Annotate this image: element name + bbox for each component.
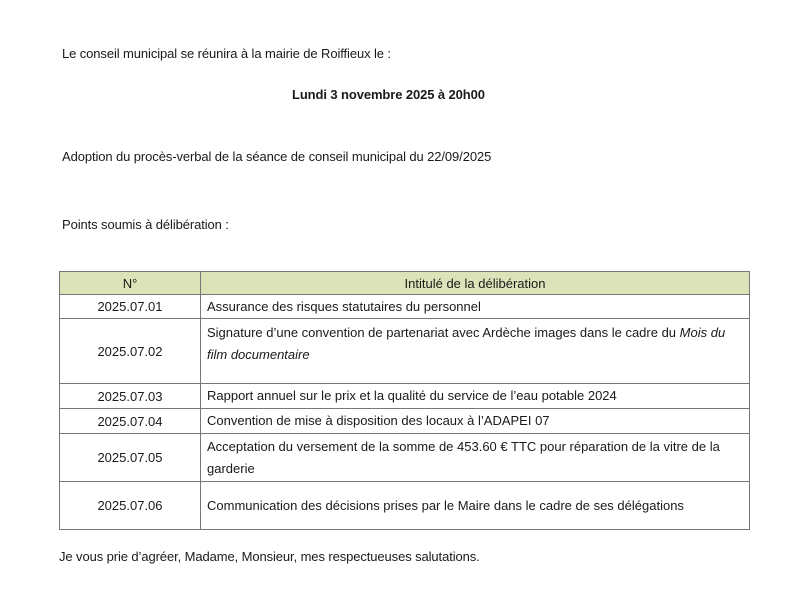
intro-text: Le conseil municipal se réunira à la mairie de Roiffieux le :: [62, 46, 391, 61]
row-number: 2025.07.01: [60, 295, 201, 319]
row-title-text: Signature d’une convention de partenariat avec Ardèche images dans le cadre du: [207, 325, 680, 340]
row-number: 2025.07.05: [60, 434, 201, 482]
meeting-date: Lundi 3 novembre 2025 à 20h00: [292, 87, 485, 102]
table-row: [60, 482, 750, 530]
deliberation-table: [59, 271, 750, 530]
table-row: [60, 409, 750, 434]
table-header-row: [60, 272, 750, 295]
row-title: [201, 319, 750, 384]
table-row: [60, 319, 750, 384]
row-number: 2025.07.06: [60, 482, 201, 530]
row-title: Convention de mise à disposition des locaux à l’ADAPEI 07: [201, 409, 750, 434]
header-title: Intitulé de la délibération: [201, 272, 750, 295]
closing-text: Je vous prie d’agréer, Madame, Monsieur, mes respectueuses salutations.: [59, 549, 480, 564]
row-number: 2025.07.02: [60, 319, 201, 384]
row-number: 2025.07.03: [60, 384, 201, 409]
row-title: Communication des décisions prises par le Maire dans le cadre de ses délégations: [201, 482, 750, 530]
header-number: N°: [60, 272, 201, 295]
adoption-text: Adoption du procès-verbal de la séance de conseil municipal du 22/09/2025: [62, 149, 492, 164]
row-title-italic: Mois du film documentaire: [207, 325, 726, 362]
table-row: [60, 384, 750, 409]
row-title: Acceptation du versement de la somme de 453.60 € TTC pour réparation de la vitre de la garderie: [201, 434, 750, 482]
table-row: [60, 434, 750, 482]
row-number: 2025.07.04: [60, 409, 201, 434]
table-row: [60, 295, 750, 319]
row-title: Assurance des risques statutaires du personnel: [201, 295, 750, 319]
row-title: Rapport annuel sur le prix et la qualité du service de l’eau potable 2024: [201, 384, 750, 409]
points-heading: Points soumis à délibération :: [62, 217, 229, 232]
